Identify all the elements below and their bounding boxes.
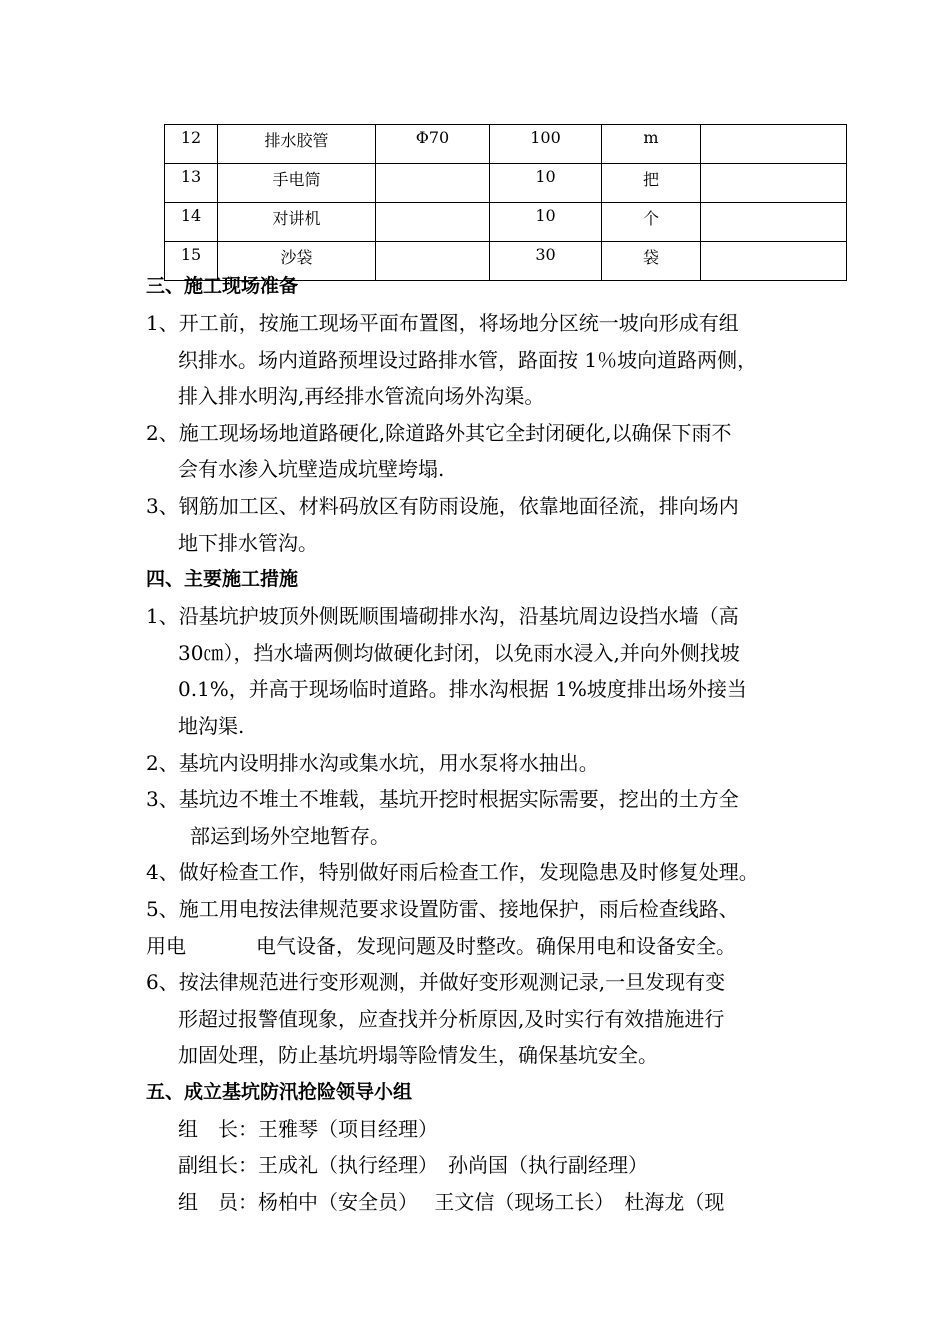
table-cell: 13: [165, 164, 218, 203]
section-3-heading: 三、施工现场准备: [146, 275, 299, 297]
table-cell: 14: [165, 203, 218, 242]
section-4-para-3: 3、基坑边不堆土不堆载，基坑开挖时根据实际需要，挖出的土方全: [146, 787, 739, 811]
table-cell: 15: [165, 242, 218, 281]
table-row: [165, 164, 847, 203]
section-4-para-1-cont: 0.1%，并高于现场临时道路。排水沟根据 1%坡度排出场外接当: [178, 677, 747, 701]
table-cell: 30: [490, 242, 602, 281]
table-cell: 个: [602, 203, 701, 242]
section-3-para-2-cont: 会有水渗入坑壁造成坑壁垮塌.: [178, 457, 445, 481]
para-5-lead: 用电: [146, 934, 186, 958]
table-cell: 排水胶管: [218, 125, 376, 164]
section-4-para-6-cont: 形超过报警值现象，应查找并分析原因,及时实行有效措施进行: [178, 1007, 725, 1031]
table-cell: 12: [165, 125, 218, 164]
section-3-para-1: 1、开工前，按施工现场平面布置图，将场地分区统一坡向形成有组: [146, 311, 739, 335]
table-row: [165, 125, 847, 164]
table-cell: 对讲机: [218, 203, 376, 242]
section-3-para-3: 3、钢筋加工区、材料码放区有防雨设施，依靠地面径流，排向场内: [146, 494, 739, 518]
table-cell: 把: [602, 164, 701, 203]
table-cell: [701, 242, 847, 281]
table-cell: m: [602, 125, 701, 164]
section-4-para-4: 4、做好检查工作，特别做好雨后检查工作，发现隐患及时修复处理。: [146, 860, 759, 884]
table-cell: [376, 164, 490, 203]
section-3-para-1-cont: 排入排水明沟,再经排水管流向场外沟渠。: [178, 384, 545, 408]
table-cell: 袋: [602, 242, 701, 281]
table-cell: 沙袋: [218, 242, 376, 281]
section-4-para-6: 6、按法律规范进行变形观测，并做好变形观测记录,一旦发现有变: [146, 970, 726, 994]
team-members: 组 员：杨柏中（安全员） 王文信（现场工长） 杜海龙（现: [178, 1190, 725, 1214]
table-cell: [376, 242, 490, 281]
team-leader: 组 长：王雅琴（项目经理）: [178, 1117, 438, 1141]
table-cell: [376, 203, 490, 242]
table-cell: 100: [490, 125, 602, 164]
section-4-para-6-cont: 加固处理，防止基坑坍塌等险情发生，确保基坑安全。: [178, 1043, 658, 1067]
table-cell: 10: [490, 203, 602, 242]
para-5-rest: 电气设备，发现问题及时整改。确保用电和设备安全。: [256, 934, 736, 958]
section-4-para-3-cont: 部运到场外空地暂存。: [190, 824, 390, 848]
section-4-para-5: 5、施工用电按法律规范要求设置防雷、接地保护，雨后检查线路、: [146, 897, 739, 921]
section-4-para-1: 1、沿基坑护坡顶外侧既顺围墙砌排水沟，沿基坑周边设挡水墙（高: [146, 604, 739, 628]
section-3-para-3-cont: 地下排水管沟。: [178, 531, 318, 555]
equipment-table: [164, 124, 847, 281]
section-3-para-1-cont: 织排水。场内道路预埋设过路排水管，路面按 1％坡向道路两侧，: [178, 348, 758, 372]
table-row: [165, 203, 847, 242]
section-4-para-1-cont: 地沟渠.: [178, 714, 245, 738]
table-cell: [701, 164, 847, 203]
table-cell: 10: [490, 164, 602, 203]
table-cell: [701, 203, 847, 242]
table-cell: 手电筒: [218, 164, 376, 203]
section-4-heading: 四、主要施工措施: [146, 568, 299, 590]
section-5-heading: 五、成立基坑防汛抢险领导小组: [146, 1081, 413, 1103]
table-cell: Φ70: [376, 125, 490, 164]
section-4-para-2: 2、基坑内设明排水沟或集水坑，用水泵将水抽出。: [146, 751, 599, 775]
section-4-para-5-cont: [146, 934, 736, 958]
section-4-para-1-cont: 30㎝），挡水墙两侧均做硬化封闭，以免雨水浸入,并向外侧找坡: [178, 641, 740, 665]
team-deputy: 副组长：王成礼（执行经理） 孙尚国（执行副经理）: [178, 1153, 648, 1177]
table-cell: [701, 125, 847, 164]
section-3-para-2: 2、施工现场场地道路硬化,除道路外其它全封闭硬化,以确保下雨不: [146, 421, 732, 445]
